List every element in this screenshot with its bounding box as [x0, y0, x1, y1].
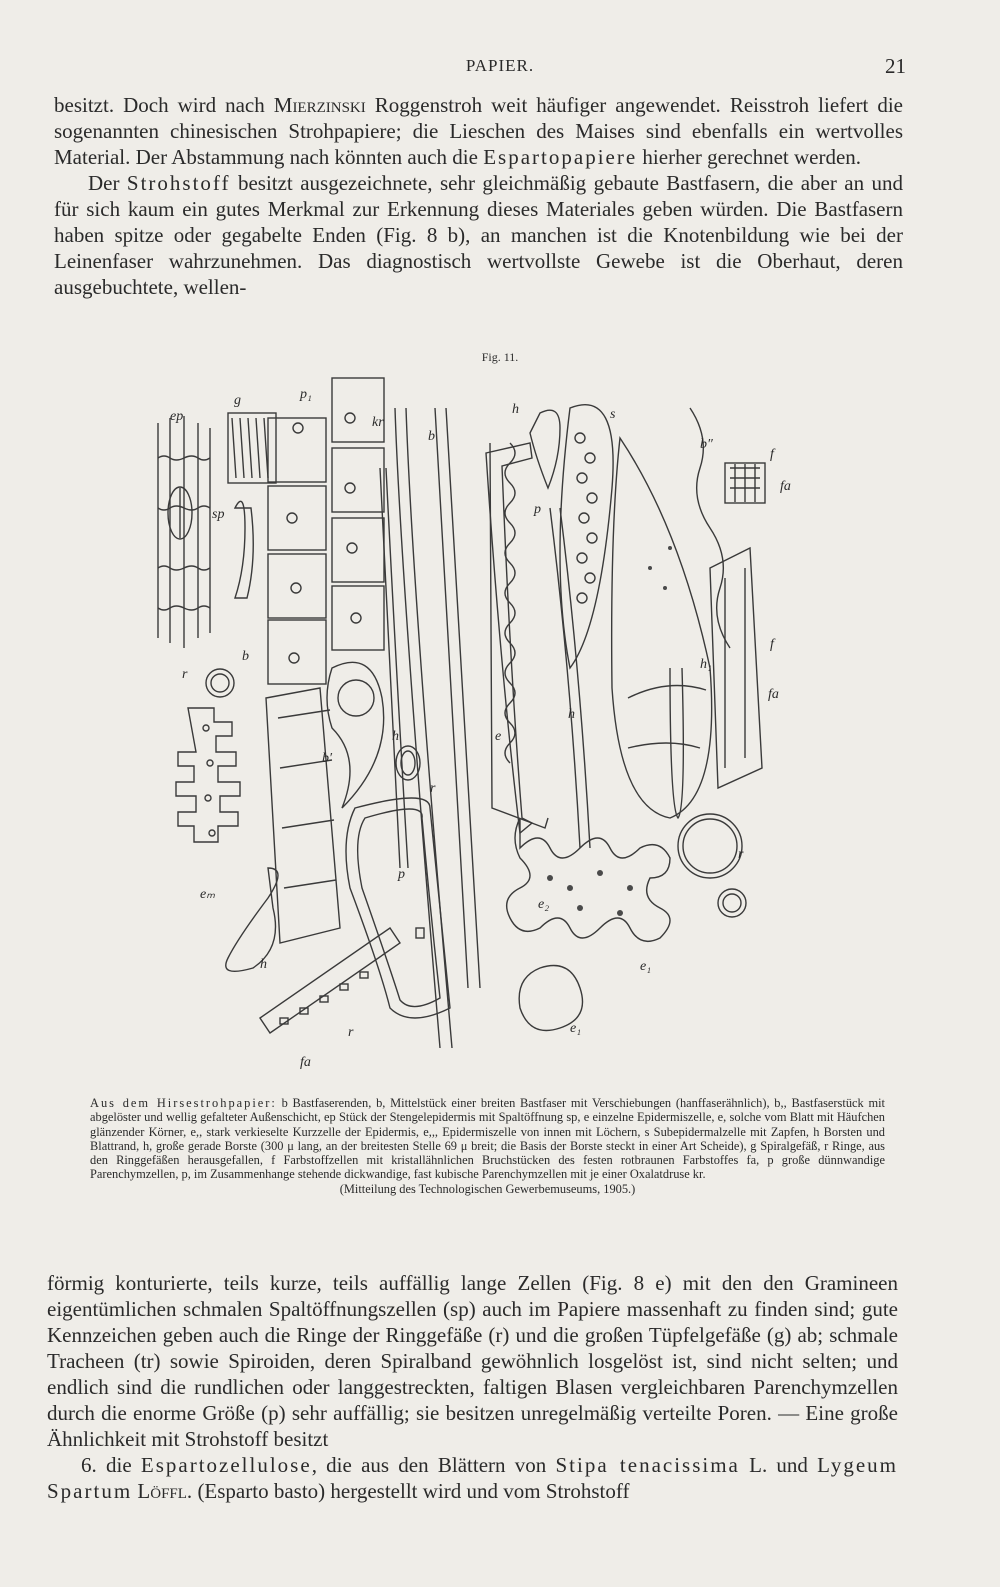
- svg-text:r: r: [738, 847, 744, 862]
- svg-text:r: r: [348, 1025, 354, 1040]
- author-name: Mierzinski: [273, 93, 366, 117]
- epidermis-sketch: [158, 416, 210, 648]
- svg-text:f: f: [770, 637, 774, 652]
- large-parenchyma-sketch: [260, 798, 450, 1033]
- svg-text:b: b: [242, 649, 249, 664]
- figure-labels: [170, 387, 791, 1070]
- caption-lead: Aus dem Hirsestrohpapier:: [90, 1096, 277, 1110]
- svg-text:e: e: [495, 729, 502, 744]
- spaced-term: Espartopapiere: [483, 145, 638, 169]
- bristle-sketch: [226, 410, 560, 971]
- svg-text:h₁: h₁: [700, 657, 712, 672]
- paragraph: Der Strohstoff besitzt ausgezeichnete, sehr gleichmäßig gebaute Bastfasern, die aber an und für sich kaum ein gutes Merkmal zur Erkennung dieses Materiales geben würden. Die Bastfasern haben spitze oder gegabelte Enden (Fig. 8 b), an manchen ist die Knotenbildung wie bei der Leinenfaser wahrzunehmen. Das diagnostisch wertvollste Gewebe ist die Oberhaut, deren ausgebuchtete, wellen-: [54, 171, 903, 299]
- figure-illustration: [150, 368, 800, 1088]
- svg-text:kr: kr: [372, 415, 384, 430]
- paragraph: förmig konturierte, teils kurze, teils auffällig lange Zellen (Fig. 8 e) mit den den Gramineen eigentümlichen schmalen Spaltöffnungszellen (sp) auch im Papiere massenhaft zu finden sind; gute Kennzeichen geben auch die Ringe der Ringgefäße (r) und die großen Tüpfelgefäße (g) ab; schmale Tracheen (tr) sowie Spiroiden, deren Spiralband gewöhnlich losgelöst ist, sind nicht selten; und endlich sind die rundlichen oder langgestreckten, faltigen Blasen vergleichbaren Parenchymzellen durch die enorme Größe (p) sehr auffällig; sie besitzen unregelmäßig verteilte Poren. — Eine große Ähnlichkeit mit Strohstoff besitzt: [47, 1271, 898, 1451]
- svg-text:p: p: [398, 867, 405, 882]
- svg-text:r: r: [182, 667, 188, 682]
- svg-text:h: h: [392, 729, 399, 744]
- body-text-bottom: [47, 1270, 898, 1504]
- figure-caption: [90, 1096, 885, 1196]
- spaced-term: Strohstoff: [126, 171, 231, 195]
- perforated-cell-sketch: [176, 708, 240, 842]
- species-name: Lygeum Spartum: [47, 1453, 898, 1503]
- svg-text:p₁: p₁: [300, 387, 312, 402]
- svg-text:fa: fa: [768, 687, 779, 702]
- wide-fibre-sketch: [266, 688, 340, 943]
- paragraph: besitzt. Doch wird nach Mierzinski Roggenstroh weit häufiger angewendet. Reisstroh liefert die sogenannten chinesischen Strohpapiere; die Lieschen des Maises sind ebenfalls ein wertvolles Material. Der Abstammung nach könnten auch die Espartopapiere hierher gerechnet werden.: [54, 93, 903, 169]
- body-text-top: [54, 92, 903, 300]
- svg-text:f: f: [770, 447, 774, 462]
- svg-text:h: h: [512, 402, 519, 417]
- svg-text:eₘ: eₘ: [200, 887, 215, 902]
- svg-text:r: r: [430, 781, 436, 796]
- parenchyma-cells-sketch: [268, 378, 384, 684]
- running-head: [0, 54, 1000, 80]
- svg-text:fa: fa: [780, 479, 791, 494]
- svg-text:e₁: e₁: [640, 959, 652, 974]
- page-number: 21: [885, 54, 906, 78]
- micrograph-drawing: [150, 368, 800, 1088]
- svg-text:e₂: e₂: [538, 897, 550, 912]
- svg-text:e₁: e₁: [570, 1021, 582, 1036]
- svg-text:s: s: [610, 407, 616, 422]
- figure-label: Fig. 11.: [481, 350, 519, 364]
- vessel-rings-sketch: [206, 669, 746, 917]
- caption-source: (Mitteilung des Technologischen Gewerbemuseums, 1905.): [339, 1181, 636, 1196]
- subepidermal-cell-sketch: [560, 405, 613, 668]
- svg-text:g: g: [234, 393, 241, 408]
- species-name: Stipa tenacissima: [555, 1453, 740, 1477]
- caption-text: Aus dem Hirsestrohpapier: b Bastfaserenden, b, Mittelstück einer breiten Bastfaser mit Verschiebungen (hanffaserähnlich), b,, Bastfaserstück mit abgelöster und wellig gefalteter Außenschicht, ep Stück der Stengelepidermis mit Spaltöffnung sp, e einzelne Epidermiszelle, e, solche vom Blatt mit Häufchen glänzender Körner, e,, stark verkieselte Kurzzelle der Epidermis, e,,, Epidermiszelle von innen mit Löchern, s Subepidermalzelle mit Zapfen, h Borsten und Blattrand, h, große gerade Borste (300 μ lang, an der breitesten Stelle 69 μ breit; die Basis der Borste steckt in einer Art Scheide), g Spiralgefäß, r Ringe, aus den Ringgefäßen herausgefallen, f Farbstoffzellen mit kristallähnlichen Bruchstücken des festen rotbraunen Farbstoffes fa, p große dünnwandige Parenchymzellen, p, im Zusammenhange stehende dickwandige, fast kubische Parenchymzellen mit je einer Oxalatdruse kr.: [90, 1096, 885, 1182]
- svg-text:b″: b″: [700, 437, 713, 452]
- svg-text:h: h: [568, 707, 575, 722]
- svg-text:h: h: [260, 957, 267, 972]
- paragraph: 6. die Espartozellulose, die aus den Blättern von Stipa tenacissima L. und Lygeum Spartum Löffl. (Esparto basto) hergestellt wird und vom Strohstoff: [47, 1453, 898, 1503]
- svg-text:fa: fa: [300, 1055, 311, 1070]
- svg-text:sp: sp: [212, 507, 225, 522]
- svg-text:b: b: [428, 429, 435, 444]
- running-title: PAPIER.: [465, 56, 535, 75]
- svg-text:b′: b′: [322, 751, 333, 766]
- spiral-vessel-sketch: [228, 413, 276, 598]
- spaced-term: Espartozellulose: [140, 1453, 312, 1477]
- pigment-cells-sketch: [690, 408, 765, 788]
- leaf-epidermis-sketch: [507, 818, 670, 1031]
- svg-text:p: p: [534, 502, 541, 517]
- svg-text:ep: ep: [170, 409, 184, 424]
- author-name: Löffl.: [132, 1479, 193, 1503]
